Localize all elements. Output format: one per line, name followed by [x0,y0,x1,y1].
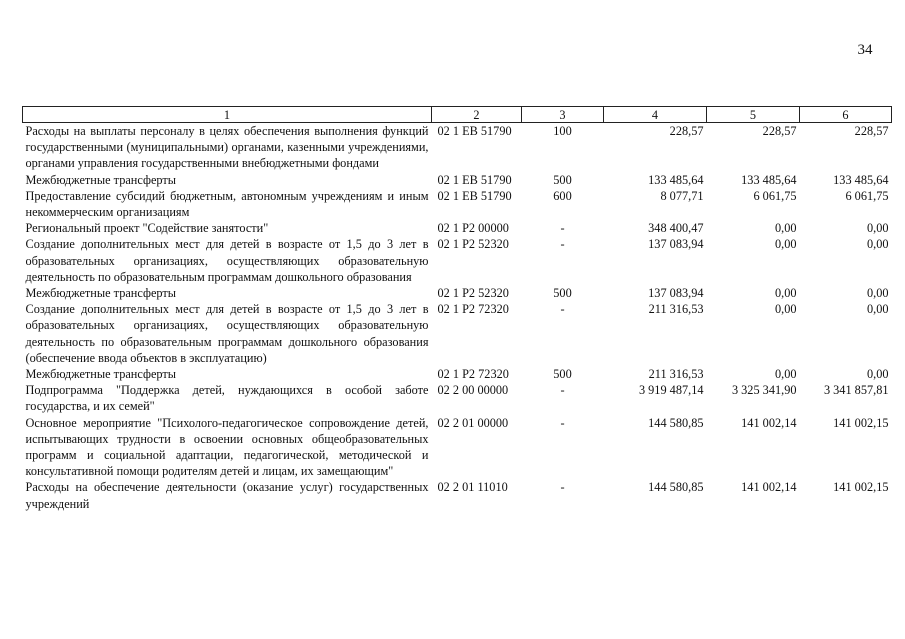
row-name: Предоставление субсидий бюджетным, автономным учреждениям и иным некоммерческим организациям [25,188,429,220]
row-code: 02 1 ЕВ 51790 [437,188,512,203]
row-expense-type: 500 [553,286,572,301]
row-value-5: 133 485,64 [741,172,797,187]
table-row [23,236,892,285]
row-code: 02 1 ЕВ 51790 [437,172,512,187]
table-row [23,123,892,172]
column-header-5: 5 [707,107,800,123]
row-value-4: 211 316,53 [648,302,704,317]
row-value-6: 6 061,75 [845,188,889,203]
row-value-4: 137 083,94 [648,286,704,301]
header-row [23,107,892,123]
row-value-5: 141 002,14 [741,480,797,495]
row-value-5: 228,57 [762,124,797,138]
row-value-5: 0,00 [774,286,797,301]
row-code: 02 1 Р2 52320 [437,286,509,301]
row-expense-type: 500 [553,172,572,187]
table-row [23,415,892,480]
row-name: Создание дополнительных мест для детей в возрасте от 1,5 до 3 лет в образовательных организациях, осуществляющих образовательную деятельность по образовательным программам дошкольного образования (обеспечение ввода объектов в эксплуатацию) [25,302,429,365]
row-value-6: 3 341 857,81 [823,383,889,398]
row-value-5: 6 061,75 [753,188,797,203]
row-value-4: 8 077,71 [660,188,704,203]
row-expense-type: - [560,415,565,430]
row-value-5: 0,00 [774,367,797,382]
table-row [23,479,892,511]
row-code: 02 1 Р2 72320 [437,302,509,317]
row-name: Региональный проект "Содействие занятости" [25,221,269,236]
row-name: Межбюджетные трансферты [25,367,177,382]
row-code: 02 1 Р2 00000 [437,221,509,236]
row-value-4: 3 919 487,14 [638,383,704,398]
row-expense-type: - [560,302,565,317]
table-body [23,123,892,512]
row-value-5: 3 325 341,90 [731,383,797,398]
table-row [23,366,892,382]
row-code: 02 1 ЕВ 51790 [437,124,512,138]
row-value-4: 144 580,85 [648,480,704,495]
table-row [23,220,892,236]
row-expense-type: 100 [553,124,572,138]
row-value-4: 137 083,94 [648,237,704,252]
row-code: 02 1 Р2 52320 [437,237,509,252]
row-value-4: 348 400,47 [648,221,704,236]
table-row [23,172,892,188]
row-code: 02 2 01 11010 [437,480,508,495]
row-name: Межбюджетные трансферты [25,172,177,187]
row-value-5: 0,00 [774,237,797,252]
table-row [23,382,892,414]
row-name: Основное мероприятие "Психолого-педагогическое сопровождение детей, испытывающих трудности в освоении основных общеобразовательных программ и социальной адаптации, педагогической, методической и консультативной помощи родителям детей и лицам, их замещающим" [25,415,429,479]
row-value-6: 0,00 [866,221,889,236]
row-value-5: 0,00 [774,302,797,317]
row-value-6: 228,57 [854,124,889,138]
row-expense-type: 600 [553,188,572,203]
row-value-4: 211 316,53 [648,367,704,382]
row-value-6: 141 002,15 [833,480,889,495]
column-header-6: 6 [800,107,892,123]
row-value-6: 0,00 [866,286,889,301]
column-header-1: 1 [23,107,432,123]
column-header-2: 2 [432,107,522,123]
row-expense-type: - [560,383,565,398]
row-value-6: 141 002,15 [833,415,889,430]
row-name: Создание дополнительных мест для детей в возрасте от 1,5 до 3 лет в образовательных организациях, осуществляющих образовательную деятельность по образовательным программам дошкольного образования [25,237,429,284]
row-name: Подпрограмма "Поддержка детей, нуждающихся в особой заботе государства, и их семей" [25,383,429,414]
row-name: Расходы на выплаты персоналу в целях обеспечения выполнения функций государственными (муниципальными) органами, казенными учреждениями, органами управления государственными внебюджетными фондами [25,124,429,171]
row-value-6: 0,00 [866,237,889,252]
budget-table [22,106,892,512]
row-code: 02 2 00 00000 [437,383,509,398]
row-expense-type: - [560,221,565,236]
row-value-5: 141 002,14 [741,415,797,430]
row-value-4: 144 580,85 [648,415,704,430]
row-value-6: 133 485,64 [833,172,889,187]
row-value-4: 228,57 [669,124,704,138]
table-row [23,301,892,366]
column-header-4: 4 [604,107,707,123]
row-value-5: 0,00 [774,221,797,236]
row-code: 02 1 Р2 72320 [437,367,509,382]
row-code: 02 2 01 00000 [437,415,509,430]
row-value-6: 0,00 [866,367,889,382]
row-value-4: 133 485,64 [648,172,704,187]
row-expense-type: - [560,480,565,495]
page-number: 34 [857,42,873,58]
table-header [23,107,892,123]
row-name: Межбюджетные трансферты [25,286,177,301]
row-expense-type: 500 [553,367,572,382]
row-value-6: 0,00 [866,302,889,317]
table-row [23,285,892,301]
row-name: Расходы на обеспечение деятельности (оказание услуг) государственных учреждений [25,480,429,511]
row-expense-type: - [560,237,565,252]
column-header-3: 3 [522,107,604,123]
table-row [23,188,892,220]
